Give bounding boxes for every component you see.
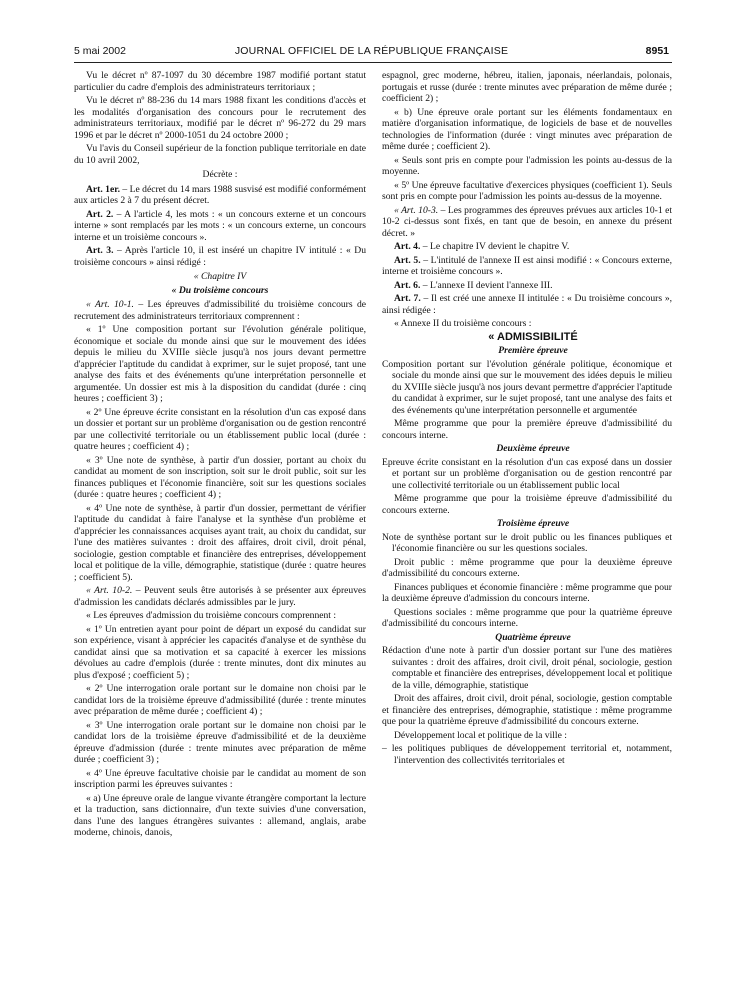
article-3-text: – Après l'article 10, il est inséré un chapitre IV intitulé : « Du troisième concours » ainsi rédigé :: [74, 245, 366, 268]
article-10-1-text: – Les épreuves d'admissibilité du troisième concours de recrutement des administrateurs territoriaux comprennent :: [74, 299, 367, 322]
optional-points-note: « Seuls sont pris en compte pour l'admission les points au-dessus de la moyenne.: [382, 154, 672, 177]
epreuve-4-programme: Droit des affaires, droit civil, droit pénal, sociologie, gestion comptable et financière des entreprises, démographie, statistique : même programme que pour la quatrième épreuve d'admissibilité du concours externe.: [382, 693, 672, 727]
visa-2: Vu le décret nº 88-236 du 14 mars 1988 fixant les conditions d'accès et les modalités d'organisation des concours pour le recrutement des administrateurs territoriaux, modifié par le décret nº 96-272 du 29 mars 1996 et par le décret nº 2000-1051 du 24 octobre 2000 ;: [74, 95, 366, 141]
admission-epreuve-3: « 3º Une interrogation orale portant sur le domaine non choisi par le candidat lors de la troisième épreuve d'admissibilité et de la deuxième épreuve d'admission (durée : trente minutes avec préparation de même durée ; coefficient 3) ;: [74, 719, 366, 765]
option-a-continued: espagnol, grec moderne, hébreu, italien, japonais, néerlandais, polonais, portugais et russe (durée : trente minutes avec préparation de même durée ; coefficient 2) ;: [382, 70, 672, 104]
admissibility-epreuve-1: « 1º Une composition portant sur l'évolution générale politique, économique et sociale du monde ainsi que sur le mouvement des idées depuis le milieu du XVIIIe siècle jusqu'à nos jours devant permettre d'apprécier l'aptitude du candidat à exprimer, sur le sujet proposé, tant une analyse des faits et des événements qu'une interprétation personnelle et argumentée. Un dossier est mis à la disposition du candidat (durée : cinq heures ; coefficient 3) ;: [74, 324, 366, 404]
chapter-heading: « Chapitre IV: [193, 271, 247, 282]
epreuve-3-questions-sociales: Questions sociales : même programme que pour la quatrième épreuve d'admissibilité du concours interne.: [382, 606, 672, 629]
epreuve-4-heading: Quatrième épreuve: [495, 631, 571, 643]
admission-option-b: « b) Une épreuve orale portant sur les éléments fondamentaux en matière d'organisation informatique, de logiciels de base et de nouvelles technologies de l'information (durée : vingt minutes avec préparation de même durée ; coefficient 2).: [382, 106, 672, 152]
journal-title: JOURNAL OFFICIEL DE LA RÉPUBLIQUE FRANÇAISE: [234, 45, 509, 57]
epreuve-1-programme: Même programme que pour la première épreuve d'admissibilité du concours interne.: [382, 418, 672, 441]
visa-1: Vu le décret nº 87-1097 du 30 décembre 1987 modifié portant statut particulier du cadre d'emplois des administrateurs territoriaux ;: [74, 70, 366, 93]
article-10-2: [74, 585, 366, 608]
header-rule: [74, 62, 672, 63]
article-7-label: Art. 7.: [394, 293, 421, 304]
article-4-text: – Le chapitre IV devient le chapitre V.: [420, 241, 570, 252]
article-10-3-label: « Art. 10-3.: [394, 204, 439, 216]
epreuve-3-finances: Finances publiques et économie financière : même programme que pour la deuxième épreuve d'admission du concours interne.: [382, 581, 672, 604]
article-10-1-label: « Art. 10-1.: [86, 299, 134, 310]
epreuve-4-bullet: – les politiques publiques de développement territorial et, notamment, l'intervention des collectivités territoriales et: [382, 743, 672, 766]
article-10-2-text: – Peuvent seuls être autorisés à se présenter aux épreuves d'admission les candidats déclarés admissibles par le jury.: [74, 585, 366, 608]
epreuve-4-description: Rédaction d'une note à partir d'un dossier portant sur l'une des matières suivantes : droit des affaires, droit civil, droit pénal, sociologie, gestion comptable et financière des entreprises, développement local et politique de la ville, démographie, statistique: [382, 645, 672, 691]
admission-epreuve-5: « 5º Une épreuve facultative d'exercices physiques (coefficient 1). Seuls sont pris en compte pour l'admission les points au-dessus de la moyenne.: [382, 179, 672, 202]
article-6: [382, 280, 672, 292]
article-10-3: [382, 205, 672, 240]
article-1: [74, 184, 366, 207]
article-2-text: – A l'article 4, les mots : « un concours externe et un concours interne » sont remplacés par les mots : « un concours externe, un concours interne et un troisième concours ».: [74, 208, 367, 243]
article-10-2-label: « Art. 10-2.: [86, 585, 133, 596]
article-1-label: Art. 1er.: [86, 183, 121, 195]
article-7: [382, 293, 672, 316]
article-10-1: [74, 299, 366, 322]
article-2-label: Art. 2.: [86, 208, 114, 220]
article-4-label: Art. 4.: [394, 241, 421, 252]
issue-date: 5 mai 2002: [74, 45, 126, 57]
article-3: [74, 245, 366, 268]
article-4: [382, 241, 672, 253]
article-5-text: – L'intitulé de l'annexe II est ainsi modifié : « Concours externe, interne et troisième concours ».: [382, 254, 672, 277]
visa-3: Vu l'avis du Conseil supérieur de la fonction publique territoriale en date du 10 avril 2002,: [74, 143, 366, 166]
article-2: [74, 209, 366, 244]
article-5-label: Art. 5.: [394, 254, 421, 266]
epreuve-1-heading: Première épreuve: [498, 345, 568, 356]
page-header: [74, 45, 669, 61]
admission-epreuve-2: « 2º Une interrogation orale portant sur le domaine non choisi par le candidat lors de la troisième épreuve d'admissibilité (durée : trente minutes avec préparation de même durée ; coefficient 4) ;: [74, 683, 366, 717]
admissibility-heading: « ADMISSIBILITÉ: [488, 330, 578, 343]
article-7-text: – Il est créé une annexe II intitulée : « Du troisième concours », ainsi rédigée :: [382, 293, 673, 316]
chapter-title: « Du troisième concours: [171, 284, 269, 296]
admissibility-epreuve-3: « 3º Une note de synthèse, à partir d'un dossier, portant au choix du candidat au moment de son inscription, soit sur le droit public, soit sur les finances publiques et l'économie financière, soit sur les questions sociales (durée : quatre heures ; coefficient 4) ;: [74, 454, 366, 500]
epreuve-3-heading: Troisième épreuve: [496, 518, 570, 529]
right-column: [382, 70, 672, 768]
article-6-text: – L'annexe II devient l'annexe III.: [420, 279, 553, 291]
article-10-3-text: – Les programmes des épreuves prévues aux articles 10-1 et 10-2 ci-dessus sont fixés, en tant que de besoin, en annexe du présent décret. »: [382, 204, 672, 239]
epreuve-4-developpement: Développement local et politique de la ville :: [394, 729, 567, 741]
admission-intro: « Les épreuves d'admission du troisième concours comprennent :: [86, 610, 337, 621]
left-column: [74, 70, 366, 841]
page-number: 8951: [645, 45, 669, 57]
annex-title: « Annexe II du troisième concours :: [394, 318, 532, 329]
epreuve-2-heading: Deuxième épreuve: [496, 443, 570, 454]
admission-option-a: « a) Une épreuve orale de langue vivante étrangère comportant la lecture et la traduction, sans dictionnaire, d'un texte suivies d'une conversation, dans l'une des langues étrangères suivantes : allemand, anglais, arabe moderne, chinois, danois,: [74, 792, 366, 838]
article-1-text: – Le décret du 14 mars 1988 susvisé est modifié conformément aux articles 2 à 7 du présent décret.: [74, 183, 366, 206]
admissibility-epreuve-2: « 2º Une épreuve écrite consistant en la résolution d'un cas exposé dans un dossier et portant sur un problème d'organisation ou de gestion rencontré par une collectivité territoriale ou un établissement public local (durée : quatre heures ; coefficient 4) ;: [74, 406, 366, 452]
epreuve-3-description: Note de synthèse portant sur le droit public ou les finances publiques et l'économie financière ou sur les questions sociales.: [382, 531, 672, 554]
article-5: [382, 255, 672, 278]
decrete: Décrète :: [202, 169, 238, 180]
epreuve-3-droit-public: Droit public : même programme que pour la deuxième épreuve d'admissibilité du concours externe.: [382, 556, 672, 579]
epreuve-2-description: Epreuve écrite consistant en la résolution d'un cas exposé dans un dossier et portant sur un problème d'organisation ou de gestion rencontré par une collectivité territoriale ou un établissement public local: [382, 456, 672, 491]
article-3-label: Art. 3.: [86, 245, 114, 256]
epreuve-2-programme: Même programme que pour la troisième épreuve d'admissibilité du concours externe.: [382, 493, 672, 516]
epreuve-1-description: Composition portant sur l'évolution générale politique, économique et sociale du monde ainsi que sur le mouvement des idées depuis le milieu du XVIIIe siècle jusqu'à nos jours devant permettre d'apprécier l'aptitude du candidat à exprimer, sur le sujet proposé, tant une analyse des faits et des événements qu'une interprétation personnelle et argumentée: [382, 358, 672, 416]
article-6-label: Art. 6.: [394, 279, 421, 291]
admission-epreuve-1: « 1º Un entretien ayant pour point de départ un exposé du candidat sur son expérience, visant à apprécier les capacités d'analyse et de synthèse du candidat ainsi que sa motivation et sa capacité à exercer les missions dévolues au cadre d'emplois (durée : trente minutes, dont dix minutes au plus d'exposé ; coefficient 5) ;: [74, 623, 366, 681]
admissibility-epreuve-4: « 4º Une note de synthèse, à partir d'un dossier, permettant de vérifier l'aptitude du candidat à faire l'analyse et la synthèse d'un problème et d'apprécier les connaissances acquises ayant trait, au choix du candidat, sur l'une des matières suivantes : droit des affaires, droit civil, droit pénal, sociologie, gestion comptable et financière des entreprises, développement local et politique de la ville, démographie, statistique (durée : quatre heures ; coefficient 5).: [74, 502, 366, 583]
admission-epreuve-4: « 4º Une épreuve facultative choisie par le candidat au moment de son inscription parmi les épreuves suivantes :: [74, 767, 366, 790]
